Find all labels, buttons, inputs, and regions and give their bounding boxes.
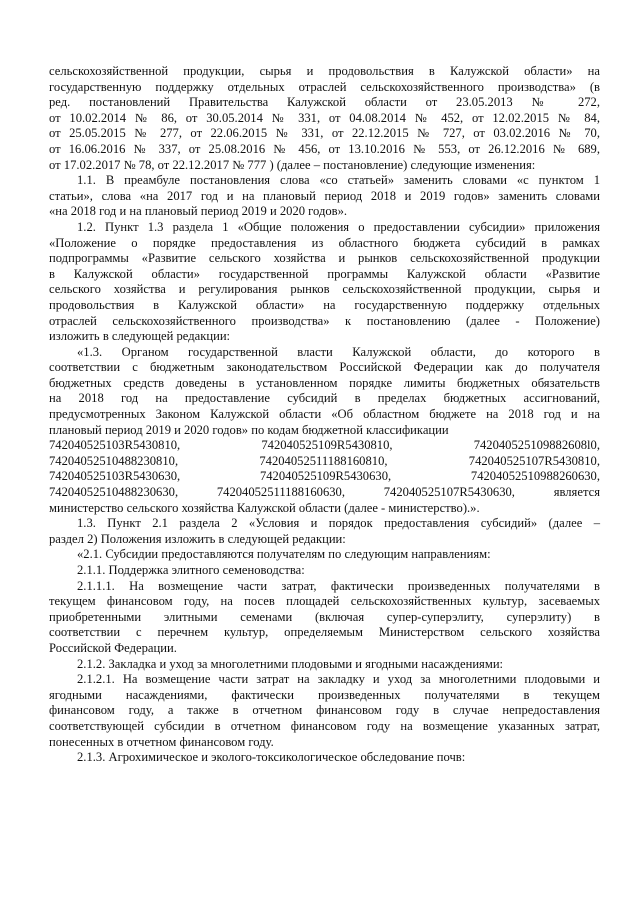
text-line: приобретенными элитными семенами (включая супер-суперэлиту, суперэлиту) в — [49, 609, 600, 624]
text-line: «2.1. Субсидии предоставляются получателям по следующим направлениям: — [77, 547, 491, 562]
paragraph — [49, 547, 600, 563]
text-line: Российской Федерации. — [49, 640, 177, 655]
text-line: финансовом году, а также в отчетном финансовом году в случае непредоставления — [49, 703, 600, 718]
text-line: статьи», слова «на 2017 год и на плановый период 2018 и 2019 годов» заменить словами — [49, 188, 600, 203]
text-line: 1.3. Пункт 2.1 раздела 2 «Условия и порядок предоставления субсидий» (далее – — [77, 516, 600, 531]
text-line: 2.1.1. Поддержка элитного семеноводства: — [77, 563, 305, 577]
text-line: текущем финансовом году, на посев площадей сельскохозяйственных культур, засеваемых — [49, 594, 600, 609]
budget-code: 742040525107R5430810, — [468, 453, 600, 468]
text-line: сельскохозяйственной продукции, сырья и продовольствия в Калужской области» на — [49, 64, 600, 78]
text-line: соответствии с бюджетным законодательством Российской Федерации как до получателя — [49, 360, 600, 375]
text-line: ред. постановлений Правительства Калужской области от 23.05.2013 № 272, — [49, 95, 600, 110]
text-line: подпрограммы «Развитие сельского хозяйства и рынков сельскохозяйственной продукции — [49, 251, 600, 266]
text-line: 1.2. Пункт 1.3 раздела 1 «Общие положения о предоставлении субсидии» приложения — [77, 219, 600, 234]
paragraph — [49, 579, 600, 657]
paragraph — [49, 563, 600, 579]
text-line: 2.1.2. Закладка и уход за многолетними плодовыми и ягодными насаждениями: — [77, 656, 504, 671]
document-body-part-2 — [49, 516, 600, 766]
text-line: государственную поддержку отдельных отраслей сельскохозяйственного производства» (в — [49, 79, 600, 94]
paragraph — [49, 173, 600, 220]
paragraph — [49, 220, 600, 345]
text-line: раздел 2) Положения изложить в следующей редакции: — [49, 531, 346, 546]
document-body-part-1 — [49, 64, 600, 438]
text-line: предусмотренных Законом Калужской области «Об областном бюджете на 2018 год и на — [49, 407, 600, 422]
budget-code: 742040525103R5430630, — [49, 469, 181, 484]
paragraph — [49, 345, 600, 439]
text-line: ягодными насаждениями, фактически произведенных получателями в текущем — [49, 687, 600, 702]
budget-code: 74204052510988260630, — [470, 469, 600, 484]
budget-code: 74204052510488230810, — [49, 453, 179, 468]
text-line: бюджетных средств доведены в установленном порядке лимиты бюджетных обязательств — [49, 375, 600, 390]
budget-code: 74204052510488230630, — [49, 485, 179, 500]
paragraph — [49, 750, 600, 766]
text-line: 2.1.3. Агрохимическое и эколого-токсикологическое обследование почв: — [77, 750, 466, 765]
paragraph — [49, 672, 600, 750]
text-line: на 2018 год на предоставление субсидий в пределах бюджетных ассигнований, — [49, 391, 600, 406]
budget-code: 742040525107R5430630, — [383, 485, 515, 500]
budget-code: 742040525109882608l0, — [473, 438, 600, 453]
text-line: в Калужской области» государственной программы Калужской области «Развитие — [49, 266, 600, 281]
paragraph — [49, 657, 600, 673]
text-line: 2.1.1.1. На возмещение части затрат, фактически произведенных получателями в — [77, 578, 600, 593]
text-line: от 10.02.2014 № 86, от 30.05.2014 № 331, от 04.08.2014 № 452, от 12.02.2015 № 84, — [49, 110, 600, 125]
text-line: «1.3. Органом государственной власти Калужской области, до которого в — [77, 344, 600, 359]
text-line: соответствующей субсидии в отчетном финансовом году на возмещение указанных затрат, — [49, 718, 600, 733]
text-line: понесенных в отчетном финансовом году. — [49, 734, 274, 749]
budget-code: 74204052511188160810, — [259, 453, 388, 468]
text-line: 1.1. В преамбуле постановления слова «со статьей» заменить словами «с пунктом 1 — [77, 173, 600, 188]
paragraph — [49, 64, 600, 173]
code-row — [49, 485, 600, 501]
text-line: от 25.05.2015 № 277, от 22.06.2015 № 331, от 22.12.2015 № 727, от 03.02.2016 № 70, — [49, 126, 600, 141]
budget-code: 742040525109R5430810, — [261, 438, 393, 453]
text-line: сельского хозяйства и регулирования рынков сельскохозяйственной продукции, сырья и — [49, 282, 600, 297]
text-line: министерство сельского хозяйства Калужской области (далее - министерство).». — [49, 500, 480, 515]
text-line: плановый период 2019 и 2020 годов» по кодам бюджетной классификации — [49, 422, 449, 437]
text-line: отраслей сельскохозяйственного производства» к постановлению (далее - Положение) — [49, 313, 600, 328]
text-line: от 16.06.2016 № 337, от 25.08.2016 № 456, от 13.10.2016 № 553, от 26.12.2016 № 689, — [49, 141, 600, 156]
text-line: «Положение о порядке предоставления из областного бюджета субсидий в рамках — [49, 235, 600, 250]
budget-code: 74204052511188160630, — [216, 485, 345, 500]
budget-classification-codes — [49, 438, 600, 500]
paragraph — [49, 516, 600, 547]
code-row — [49, 454, 600, 470]
budget-code: 742040525109R5430630, — [259, 469, 392, 484]
budget-code: является — [553, 485, 600, 500]
budget-code: 742040525103R5430810, — [49, 438, 181, 453]
text-line: продовольствия в Калужской области» на государственную поддержку отдельных — [49, 297, 600, 312]
code-row — [49, 438, 600, 454]
code-row — [49, 469, 600, 485]
text-line: «на 2018 год и на плановый период 2019 и 2020 годов». — [49, 204, 348, 219]
text-line: изложить в следующей редакции: — [49, 329, 231, 344]
ministry-sentence — [49, 501, 600, 517]
text-line: соответствии с перечнем культур, определяемым Министерством сельского хозяйства — [49, 625, 600, 640]
text-line: 2.1.2.1. На возмещение части затрат на закладку и уход за многолетними плодовыми и — [77, 672, 600, 687]
text-line: от 17.02.2017 № 78, от 22.12.2017 № 777 ) (далее – постановление) следующие изменения: — [49, 157, 536, 172]
